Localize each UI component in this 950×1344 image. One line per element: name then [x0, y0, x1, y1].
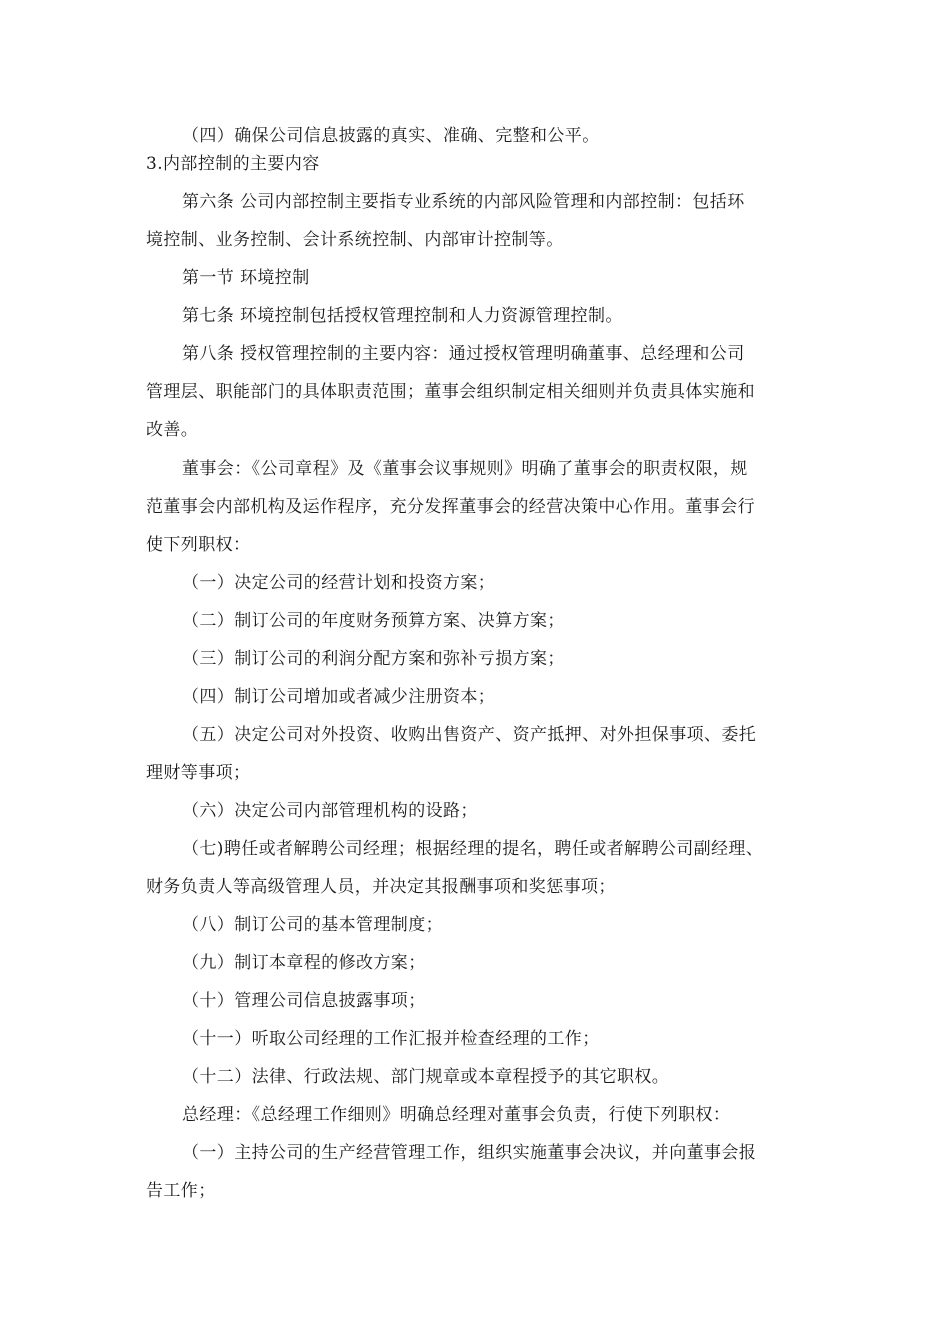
section-heading: 第一节 环境控制: [182, 268, 310, 288]
list-item: （十一）听取公司经理的工作汇报并检查经理的工作；: [182, 1029, 600, 1049]
list-item: （一）主持公司的生产经营管理工作，组织实施董事会决议，并向董事会报: [182, 1143, 757, 1163]
list-item: （四）制订公司增加或者减少注册资本；: [182, 687, 496, 707]
list-item: （三）制订公司的利润分配方案和弥补亏损方案；: [182, 649, 565, 669]
text-line: 改善。: [146, 420, 199, 440]
text-line: 总经理：《总经理工作细则》明确总经理对董事会负责，行使下列职权：: [182, 1105, 731, 1125]
text-line: 管理层、职能部门的具体职责范围；董事会组织制定相关细则并负责具体实施和: [146, 382, 755, 402]
list-item: （一）决定公司的经营计划和投资方案；: [182, 573, 496, 593]
section-heading: 3.内部控制的主要内容: [146, 154, 320, 174]
text-line: 财务负责人等高级管理人员，并决定其报酬事项和奖惩事项；: [146, 877, 616, 897]
list-item: （九）制订本章程的修改方案；: [182, 953, 426, 973]
list-item: （八）制订公司的基本管理制度；: [182, 915, 443, 935]
text-line: 使下列职权：: [146, 535, 251, 555]
text-line: 告工作；: [146, 1181, 216, 1201]
text-line: 理财等事项；: [146, 763, 251, 783]
text-line: 第六条 公司内部控制主要指专业系统的内部风险管理和内部控制：包括环: [182, 192, 745, 212]
list-item: （二）制订公司的年度财务预算方案、决算方案；: [182, 611, 565, 631]
text-line: （四）确保公司信息披露的真实、准确、完整和公平。: [182, 126, 600, 146]
list-item: （七)聘任或者解聘公司经理；根据经理的提名，聘任或者解聘公司副经理、: [182, 839, 764, 859]
text-line: 第七条 环境控制包括授权管理控制和人力资源管理控制。: [182, 306, 623, 326]
text-line: 董事会：《公司章程》及《董事会议事规则》明确了董事会的职责权限，规: [182, 459, 748, 479]
text-line: 境控制、业务控制、会计系统控制、内部审计控制等。: [146, 230, 564, 250]
list-item: （十二）法律、行政法规、部门规章或本章程授予的其它职权。: [182, 1067, 670, 1087]
text-line: 第八条 授权管理控制的主要内容：通过授权管理明确董事、总经理和公司: [182, 344, 745, 364]
text-line: 范董事会内部机构及运作程序，充分发挥董事会的经营决策中心作用。董事会行: [146, 497, 755, 517]
list-item: （五）决定公司对外投资、收购出售资产、资产抵押、对外担保事项、委托: [182, 725, 757, 745]
list-item: （六）决定公司内部管理机构的设路；: [182, 801, 478, 821]
list-item: （十）管理公司信息披露事项；: [182, 991, 426, 1011]
